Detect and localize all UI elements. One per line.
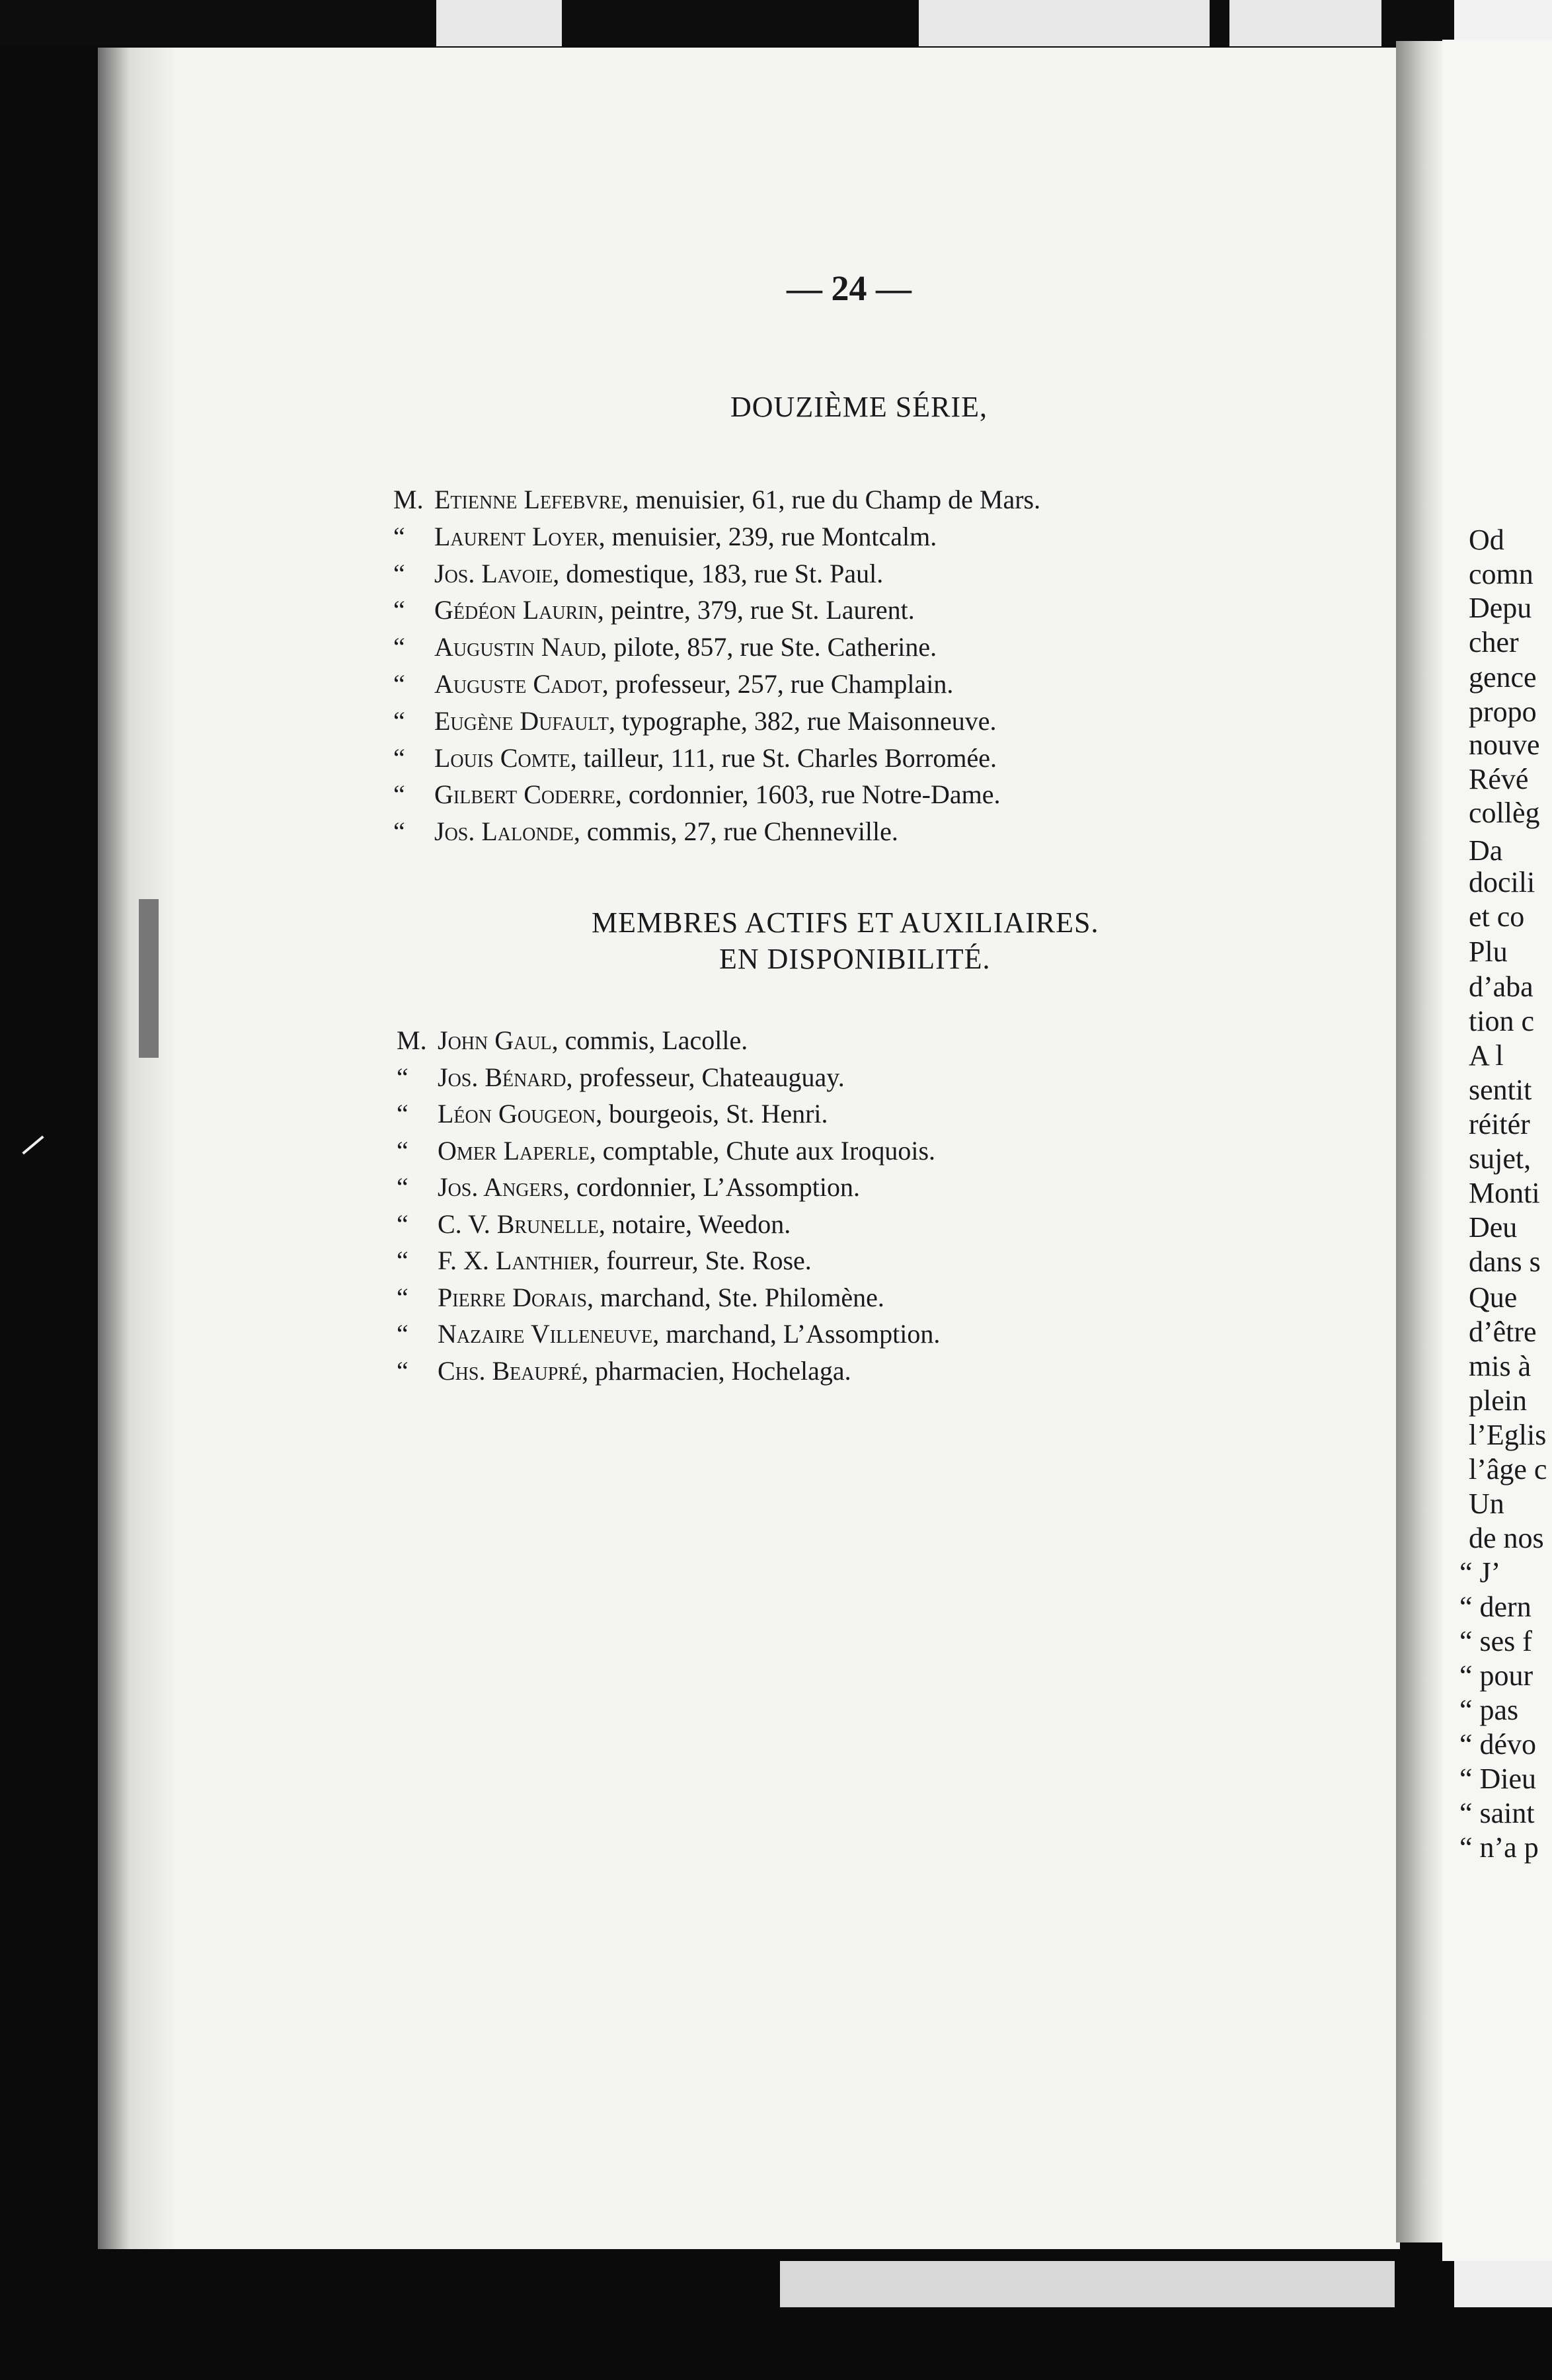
- adjacent-page-line: l’Eglis: [1469, 1419, 1547, 1451]
- page-fold-shadow: [1396, 41, 1442, 2242]
- section-subheading-disponibilite: EN DISPONIBILITÉ.: [719, 943, 991, 975]
- member-name: Jos. Angers: [438, 1172, 563, 1202]
- member-details: , comptable, Chute aux Iroquois.: [589, 1135, 936, 1166]
- adjacent-page-line: Monti: [1469, 1177, 1540, 1209]
- adjacent-page-line: dans s: [1469, 1246, 1541, 1278]
- adjacent-page-line: sujet,: [1469, 1142, 1532, 1175]
- adjacent-page-line: propo: [1469, 695, 1537, 728]
- member-entry: [397, 1132, 935, 1170]
- member-entry: [393, 629, 937, 666]
- member-details: , menuisier, 61, rue du Champ de Mars.: [622, 485, 1041, 514]
- member-details: , fourreur, Ste. Rose.: [593, 1246, 812, 1275]
- adjacent-page-line: Plu: [1469, 935, 1508, 968]
- member-entry: [397, 1022, 748, 1059]
- adjacent-page-line: et co: [1469, 900, 1525, 933]
- adjacent-page-line: plein: [1469, 1384, 1527, 1417]
- adjacent-page-line: Révé: [1469, 763, 1529, 795]
- member-entry: [397, 1169, 860, 1206]
- member-details: , marchand, Ste. Philomène.: [587, 1282, 884, 1312]
- adjacent-page-line: nouve: [1469, 729, 1540, 761]
- member-details: , cordonnier, 1603, rue Notre-Dame.: [615, 779, 1001, 810]
- member-name: Jos. Lavoie: [434, 558, 553, 588]
- entry-prefix: M.: [393, 485, 424, 514]
- entry-prefix: “: [397, 1282, 408, 1312]
- member-name: Nazaire Villeneuve: [438, 1319, 653, 1349]
- entry-prefix: “: [397, 1209, 408, 1239]
- section-heading-douzieme-serie: DOUZIÈME SÉRIE,: [730, 391, 988, 423]
- member-name: Louis Comte: [434, 742, 570, 773]
- adjacent-page-line: sentit: [1469, 1074, 1532, 1106]
- entry-prefix: “: [393, 779, 405, 810]
- member-details: , pilote, 857, rue Ste. Catherine.: [600, 632, 937, 662]
- adjacent-page-line: mis à: [1469, 1350, 1532, 1382]
- member-name: Pierre Dorais: [438, 1282, 588, 1312]
- adjacent-page-line: Da: [1469, 834, 1503, 867]
- entry-prefix: “: [393, 816, 405, 847]
- member-entry: [393, 666, 953, 703]
- page-binding-shadow: [98, 48, 177, 2249]
- adjacent-page-line: réitér: [1469, 1108, 1530, 1140]
- adjacent-page-line: d’être: [1469, 1316, 1537, 1348]
- member-name: Gilbert Coderre: [434, 779, 615, 810]
- entry-prefix: “: [397, 1172, 408, 1202]
- member-name: Etienne Lefebvre: [434, 485, 623, 514]
- member-details: , peintre, 379, rue St. Laurent.: [597, 595, 915, 625]
- adjacent-page-line: “ pour: [1459, 1659, 1533, 1692]
- member-details: , menuisier, 239, rue Montcalm.: [598, 521, 937, 551]
- entry-prefix: “: [393, 521, 405, 551]
- member-details: , commis, 27, rue Chenneville.: [573, 816, 898, 847]
- adjacent-page-line: Que: [1469, 1281, 1518, 1314]
- adjacent-page-line: A l: [1469, 1039, 1504, 1072]
- scan-top-tab: [1229, 0, 1381, 46]
- entry-prefix: “: [397, 1062, 408, 1092]
- member-name: Jos. Lalonde: [434, 816, 574, 847]
- adjacent-page-line: cher: [1469, 626, 1519, 658]
- member-details: , tailleur, 111, rue St. Charles Borromée.: [570, 742, 997, 773]
- member-details: , professeur, 257, rue Champlain.: [601, 669, 954, 699]
- member-details: , marchand, L’Assomption.: [652, 1319, 941, 1349]
- member-name: Eugène Dufault: [434, 705, 609, 736]
- binding-mark: [139, 899, 159, 1058]
- entry-prefix: “: [397, 1355, 408, 1386]
- member-details: , bourgeois, St. Henri.: [596, 1099, 828, 1129]
- member-details: , domestique, 183, rue St. Paul.: [553, 558, 884, 588]
- entry-prefix: “: [397, 1319, 408, 1349]
- scan-artifact: [22, 1136, 44, 1155]
- adjacent-page-line: Depu: [1469, 592, 1532, 624]
- adjacent-page-line: “ n’a p: [1459, 1831, 1539, 1864]
- adjacent-page-line: “ pas: [1459, 1694, 1519, 1726]
- adjacent-page-line: “ ses f: [1459, 1625, 1532, 1657]
- member-details: , notaire, Weedon.: [598, 1209, 791, 1239]
- section-heading-membres-actifs: MEMBRES ACTIFS ET AUXILIAIRES.: [592, 906, 1099, 939]
- adjacent-page-line: “ J’: [1459, 1556, 1501, 1589]
- member-entry: [393, 592, 915, 629]
- member-entry: [397, 1242, 812, 1279]
- member-entry: [397, 1353, 851, 1390]
- member-name: Auguste Cadot: [434, 669, 602, 699]
- adjacent-page-line: Od: [1469, 524, 1504, 556]
- member-entry: [393, 740, 997, 777]
- member-entry: [397, 1059, 845, 1096]
- member-entry: [393, 518, 937, 555]
- member-entry: [397, 1316, 940, 1353]
- adjacent-page-line: tion c: [1469, 1005, 1534, 1037]
- member-entry: [397, 1095, 828, 1132]
- entry-prefix: “: [393, 595, 405, 625]
- entry-prefix: “: [397, 1099, 408, 1129]
- member-name: Chs. Beaupré: [438, 1355, 582, 1386]
- entry-prefix: “: [393, 742, 405, 773]
- member-details: , commis, Lacolle.: [551, 1025, 748, 1055]
- scan-top-tab: [436, 0, 562, 46]
- member-details: , pharmacien, Hochelaga.: [582, 1355, 851, 1386]
- adjacent-page-line: collèg: [1469, 797, 1540, 829]
- adjacent-page: [1442, 40, 1552, 2261]
- member-name: Gédéon Laurin: [434, 595, 598, 625]
- member-entry: [393, 481, 1040, 518]
- entry-prefix: “: [393, 669, 405, 699]
- scan-bottom-tab: [1454, 2261, 1552, 2307]
- entry-prefix: “: [397, 1246, 408, 1275]
- page-number: — 24 —: [787, 268, 912, 308]
- member-name: Laurent Loyer: [434, 521, 599, 551]
- member-entry: [397, 1279, 884, 1316]
- adjacent-page-line: de nos: [1469, 1522, 1544, 1554]
- member-name: F. X. Lanthier: [438, 1246, 594, 1275]
- member-name: Omer Laperle: [438, 1135, 590, 1166]
- member-entry: [393, 555, 883, 592]
- adjacent-page-line: “ saint: [1459, 1797, 1535, 1829]
- member-details: , cordonnier, L’Assomption.: [563, 1172, 860, 1202]
- entry-prefix: “: [397, 1135, 408, 1166]
- member-details: , typographe, 382, rue Maisonneuve.: [608, 705, 997, 736]
- member-entry: [397, 1206, 791, 1243]
- member-entry: [393, 813, 898, 850]
- adjacent-page-line: d’aba: [1469, 971, 1533, 1003]
- member-name: Léon Gougeon: [438, 1099, 596, 1129]
- adjacent-page-line: “ dévo: [1459, 1728, 1537, 1761]
- member-name: John Gaul: [438, 1025, 552, 1055]
- adjacent-page-line: l’âge c: [1469, 1453, 1547, 1486]
- adjacent-page-line: “ Dieu: [1459, 1763, 1537, 1795]
- scan-bottom-tab: [780, 2261, 1395, 2307]
- entry-prefix: “: [393, 632, 405, 662]
- scan-top-tab: [919, 0, 1210, 46]
- adjacent-page-line: docili: [1469, 866, 1535, 898]
- member-name: Augustin Naud: [434, 632, 601, 662]
- entry-prefix: M.: [397, 1025, 427, 1055]
- adjacent-page-line: “ dern: [1459, 1591, 1532, 1623]
- adjacent-page-line: gence: [1469, 661, 1537, 694]
- adjacent-page-line: comn: [1469, 558, 1533, 590]
- member-details: , professeur, Chateauguay.: [566, 1062, 845, 1092]
- adjacent-page-line: Un: [1469, 1488, 1504, 1520]
- member-name: Jos. Bénard: [438, 1062, 566, 1092]
- entry-prefix: “: [393, 558, 405, 588]
- member-name: C. V. Brunelle: [438, 1209, 599, 1239]
- member-entry: [393, 776, 1001, 813]
- adjacent-page-line: Deu: [1469, 1211, 1518, 1244]
- entry-prefix: “: [393, 705, 405, 736]
- member-entry: [393, 703, 997, 740]
